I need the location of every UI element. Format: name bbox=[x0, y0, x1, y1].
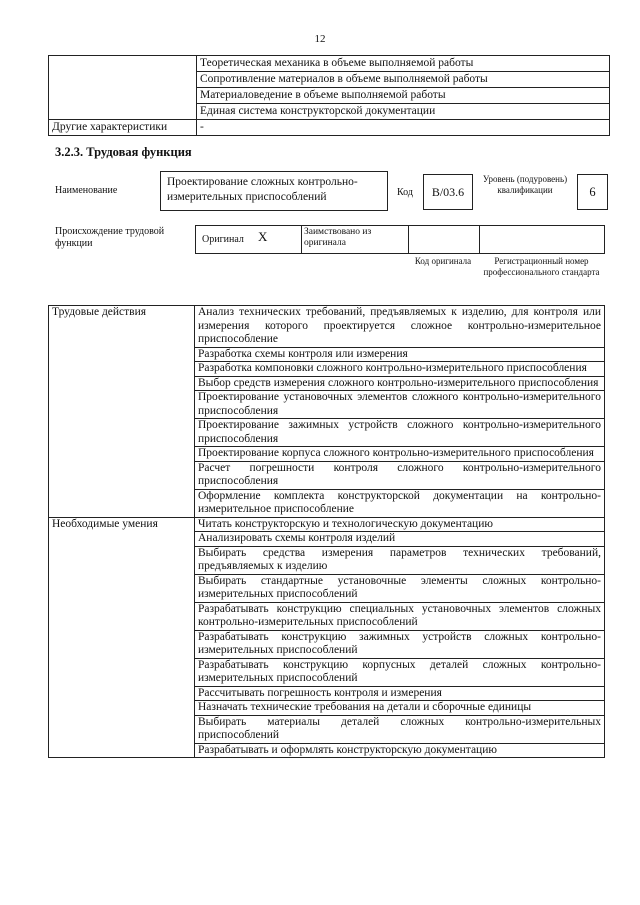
level-value-box: 6 bbox=[577, 174, 608, 210]
skills-label: Необходимые умения bbox=[49, 517, 195, 758]
labor-function-table bbox=[48, 305, 605, 758]
action-cell: Разработка компоновки сложного контрольно-измерительного приспособления bbox=[195, 362, 605, 377]
action-cell: Расчет погрешности контроля сложного контрольно-измерительного приспособления bbox=[195, 461, 605, 489]
table-row bbox=[49, 120, 610, 136]
skill-cell: Разрабатывать конструкцию корпусных деталей сложных контрольно-измерительных приспособлений bbox=[195, 658, 605, 686]
level-label: Уровень (подуровень) квалификации bbox=[482, 174, 568, 195]
borrowed-label: Заимствовано из оригинала bbox=[304, 227, 372, 248]
skill-cell: Назначать технические требования на детали и сборочные единицы bbox=[195, 701, 605, 716]
skill-cell: Выбирать стандартные установочные элементы сложных контрольно-измерительных приспособлений bbox=[195, 574, 605, 602]
registration-number-caption: Регистрационный номер профессионального стандарта bbox=[483, 256, 600, 277]
skill-cell: Разрабатывать конструкцию зажимных устройств сложных контрольно-измерительных приспособлений bbox=[195, 630, 605, 658]
knowledge-cell: Теоретическая механика в объеме выполняемой работы bbox=[197, 56, 610, 72]
knowledge-cell: Материаловедение в объеме выполняемой работы bbox=[197, 88, 610, 104]
code-value-box: B/03.6 bbox=[423, 174, 473, 210]
name-label: Наименование bbox=[55, 185, 118, 196]
action-cell: Выбор средств измерения сложного контрольно-измерительного приспособления bbox=[195, 376, 605, 391]
action-cell: Разработка схемы контроля или измерения bbox=[195, 347, 605, 362]
skill-cell: Разрабатывать конструкцию специальных установочных элементов сложных контрольно-измерительных приспособлений bbox=[195, 602, 605, 630]
original-code-caption: Код оригинала bbox=[414, 256, 472, 266]
section-title: 3.2.3. Трудовая функция bbox=[55, 145, 192, 159]
origin-label: Происхождение трудовой функции bbox=[55, 226, 165, 249]
skill-cell: Выбирать материалы деталей сложных контрольно-измерительных приспособлений bbox=[195, 715, 605, 743]
page-number: 12 bbox=[314, 33, 326, 45]
action-cell: Проектирование установочных элементов сложного контрольно-измерительного приспособления bbox=[195, 391, 605, 419]
action-cell: Оформление комплекта конструкторской документации на контрольно-измерительное приспособление bbox=[195, 489, 605, 517]
skill-cell: Читать конструкторскую и технологическую документацию bbox=[195, 517, 605, 532]
original-label: Оригинал bbox=[202, 234, 244, 245]
knowledge-continuation-table bbox=[48, 55, 610, 136]
other-characteristics-label: Другие характеристики bbox=[49, 120, 197, 136]
action-cell: Проектирование корпуса сложного контрольно-измерительного приспособления bbox=[195, 447, 605, 462]
knowledge-cell: Единая система конструкторской документации bbox=[197, 104, 610, 120]
actions-label: Трудовые действия bbox=[49, 306, 195, 518]
table-row bbox=[49, 517, 605, 532]
skill-cell: Разрабатывать и оформлять конструкторскую документацию bbox=[195, 743, 605, 758]
skill-cell: Выбирать средства измерения параметров технических требований, предъявляемых к изделию bbox=[195, 546, 605, 574]
table-row bbox=[49, 56, 610, 72]
function-name-box: Проектирование сложных контрольно-измерительных приспособлений bbox=[160, 171, 388, 211]
original-mark: X bbox=[258, 229, 268, 244]
skill-cell: Рассчитывать погрешность контроля и измерения bbox=[195, 686, 605, 701]
action-cell: Анализ технических требований, предъявляемых к изделию, для контроля или измерения которого проектируется сложное контрольно-измерительное приспособление bbox=[195, 306, 605, 348]
empty-label-cell bbox=[49, 56, 197, 120]
action-cell: Проектирование зажимных устройств сложного контрольно-измерительного приспособления bbox=[195, 419, 605, 447]
other-characteristics-value: - bbox=[197, 120, 610, 136]
knowledge-cell: Сопротивление материалов в объеме выполняемой работы bbox=[197, 72, 610, 88]
skill-cell: Анализировать схемы контроля изделий bbox=[195, 532, 605, 547]
code-label: Код bbox=[397, 187, 413, 198]
table-row bbox=[49, 306, 605, 348]
